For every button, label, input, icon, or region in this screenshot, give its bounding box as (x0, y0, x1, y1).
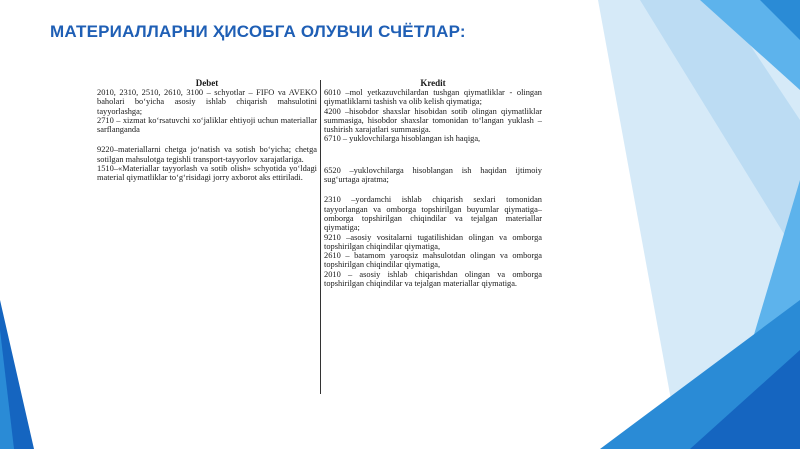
spacer (324, 184, 542, 195)
slide-title: МАТЕРИАЛЛАРНИ ҲИСОБГА ОЛУВЧИ СЧЁТЛАР: (50, 22, 466, 41)
credit-entry: 6520 –yuklovchilarga hisoblangan ish haqidan ijtimoiy sugʻurtaga ajratma; (324, 165, 542, 185)
spacer (97, 134, 317, 145)
credit-entry: 4200 –hisobdor shaxslar hisobidan sotib olingan qiymatliklar summasiga, hisobdor shaxslar tomonidan toʻlangan yuklash – tushirish xarajatlari summasiga. (324, 106, 542, 135)
credit-entry: 6710 – yuklovchilarga hisoblangan ish haqiga, (324, 134, 481, 144)
credit-header: Kredit (420, 78, 446, 88)
credit-entry: 2310 –yordamchi ishlab chiqarish sexlari tomonidan tayyorlangan va omborga topshirilgan buyumlar qiymatiga– omborga topshirilgan chiqindilar va tejalgan materiallar qiymatiga; (324, 195, 542, 233)
debit-column (97, 78, 317, 183)
debit-entry: 1510–«Materiallar tayyorlash va sotib olish» schyotida yoʻldagi material qiymatliklar toʻgʻrisidagi jorry axborot aks ettiriladi. (97, 164, 317, 183)
credit-entry: 6010 –mol yetkazuvchilardan tushgan qiymatliklar - olingan qiymatliklarni tashish va olib kelish qiymatiga; (324, 88, 542, 107)
credit-entry: 2010 – asosiy ishlab chiqarishdan olingan va omborga topshirilgan chiqindilar va tejalgan materiallar qiymatiga. (324, 269, 542, 289)
credit-entry: 2610 – batamom yaroqsiz mahsulotdan olingan va omborga topshirilgan chiqindilar qiymatiga, (324, 251, 542, 270)
account-table (94, 78, 546, 394)
credit-column (324, 78, 542, 288)
debit-entry: 2710 – xizmat koʻrsatuvchi xoʻjaliklar ehtiyoji uchun materiallar sarflanganda (97, 115, 317, 135)
debit-entry: 2010, 2310, 2510, 2610, 3100 – schyotlar – FIFO va AVEKO baholari boʻyicha asosiy ishlab chiqarish mahsulotini tayyorlashga; (97, 88, 317, 116)
column-divider (320, 80, 321, 394)
spacer (324, 144, 542, 166)
credit-entry: 9210 –asosiy vositalarni tugatilishidan olingan va omborga topshirilgan chiqindilar qiymatiga, (324, 232, 542, 251)
debit-entry: 9220–materiallarni chetga joʻnatish va sotish boʻyicha; chetga sotilgan mahsulotga tegishli transport-tayyorlov xarajatlariga. (97, 145, 317, 164)
debit-header: Debet (195, 78, 219, 88)
